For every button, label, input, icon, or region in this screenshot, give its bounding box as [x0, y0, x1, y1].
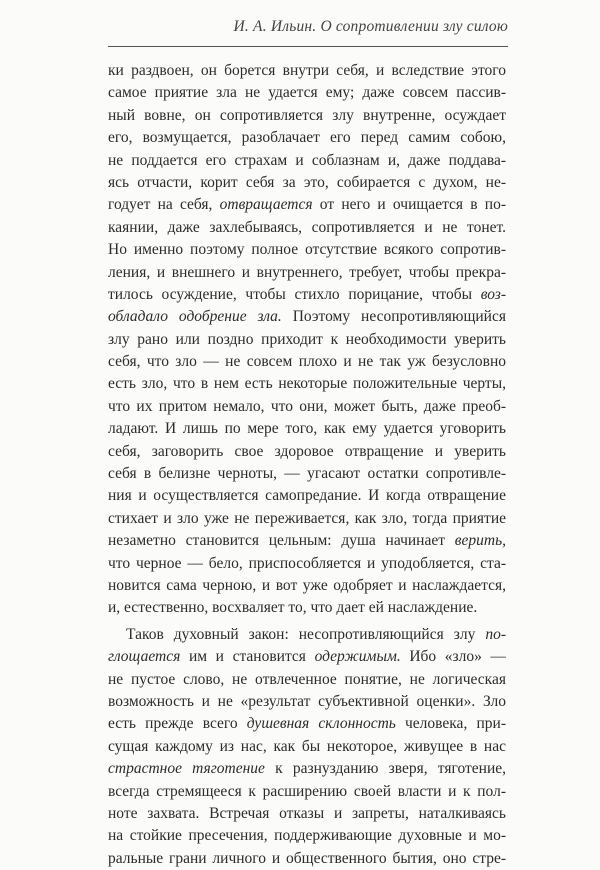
text-run: от него и очищается в по- — [312, 196, 506, 214]
text-line — [108, 441, 506, 463]
text-line — [108, 194, 506, 216]
text-run: годует на себя, — [108, 196, 220, 214]
text-line — [108, 597, 506, 619]
text-line — [108, 82, 506, 104]
text-run: каянии, даже захлебываясь, сопротивляется и не тонет. — [108, 218, 506, 236]
text-run: самое приятие зла не удается ему; даже совсем пассив- — [108, 84, 506, 102]
text-line — [108, 691, 506, 713]
text-run: ясь отчасти, корит себя за это, собирается с духом, не- — [108, 173, 506, 191]
text-run: человека, при- — [395, 715, 506, 733]
text-line — [108, 825, 506, 847]
text-line — [108, 396, 506, 418]
text-run: ладают. И лишь по мере того, как ему удается уговорить — [108, 420, 506, 438]
italic-phrase: отвращается — [219, 196, 313, 214]
text-line — [108, 329, 506, 351]
text-line — [108, 418, 506, 440]
text-line — [108, 781, 506, 803]
text-line — [108, 105, 506, 127]
text-line — [108, 239, 506, 261]
text-line — [108, 306, 506, 328]
text-line — [108, 624, 506, 646]
text-run: сущая каждому из нас, как бы некоторое, живущее в нас — [108, 737, 506, 755]
text-run: есть зло, что в нем есть некоторые положительные черты, — [108, 375, 506, 393]
text-run: ния и осуществляется самопредание. И когда отвращение — [108, 487, 506, 505]
paragraph-1 — [108, 60, 506, 620]
italic-phrase: обладало одобрение зла. — [108, 308, 282, 326]
text-line — [108, 508, 506, 530]
body-text — [108, 60, 506, 870]
text-run: его, возмущается, разоблачает его перед самим собою, — [108, 129, 506, 147]
text-run: ноте захвата. Встречая отказы и запреты, наталкиваясь — [108, 804, 506, 822]
text-run: Ибо «зло» — — [400, 648, 506, 666]
text-line — [108, 172, 506, 194]
text-run: к разнузданию зверя, тяготение, — [264, 760, 506, 778]
text-line — [108, 463, 506, 485]
text-line — [108, 60, 506, 82]
text-run: незаметно становится цельным: душа начинает — [108, 532, 455, 550]
text-line — [108, 351, 506, 373]
text-run: Но именно поэтому полное отсутствие всякого сопротив- — [108, 241, 506, 259]
text-line — [108, 485, 506, 507]
running-header: И. А. Ильин. О сопротивлении злу силою — [233, 18, 508, 35]
italic-phrase: страстное тяготение — [108, 760, 265, 778]
text-line — [108, 803, 506, 825]
text-run: злу рано или поздно приходит к необходимости уверить — [108, 330, 506, 348]
text-run: ления, и внешнего и внутреннего, требует, чтобы прекра- — [108, 263, 506, 281]
text-run: и, естественно, восхваляет то, что дает ей наслаждение. — [108, 599, 478, 617]
text-run: себя в белизне черноты, — угасают остатки сопротивле- — [108, 465, 506, 483]
text-run: ральные грани личного и общественного бытия, оно стре- — [108, 849, 506, 867]
text-run: всегда стремящееся к расширению своей власти и к пол- — [108, 782, 506, 800]
text-run: новится сама черною, и вот уже одобряет и наслаждается, — [108, 576, 506, 594]
text-line — [108, 553, 506, 575]
text-line — [108, 530, 506, 552]
text-run: стихает и зло уже не переживается, как зло, тогда приятие — [108, 509, 506, 527]
text-run: что их притом немало, что они, может быть, даже преоб- — [108, 397, 506, 415]
text-line — [108, 646, 506, 668]
text-line — [108, 713, 506, 735]
text-line — [108, 284, 506, 306]
text-run: себя, заговорить свое здоровое отвращение и уверить — [108, 442, 506, 460]
text-line — [108, 736, 506, 758]
text-line — [108, 575, 506, 597]
italic-phrase: верить, — [454, 532, 506, 550]
text-run: есть прежде всего — [108, 715, 247, 733]
text-run: ный вовне, он сопротивляется злу внутренне, осуждает — [108, 106, 506, 124]
italic-phrase: воз- — [480, 285, 506, 303]
text-run: что черное — бело, приспособляется и уподобляется, ста- — [108, 554, 506, 572]
italic-phrase: глощается — [108, 648, 181, 666]
text-line — [108, 127, 506, 149]
paragraph-2 — [108, 624, 506, 870]
text-run: тилось осуждение, чтобы стихло порицание, чтобы — [108, 285, 481, 303]
text-run: себя, что зло — не совсем плохо и не так уж безусловно — [108, 353, 506, 371]
text-line — [108, 150, 506, 172]
italic-phrase: душевная склонность — [246, 715, 396, 733]
text-run: не поддается его страхам и соблазнам и, даже поддава- — [108, 151, 506, 169]
text-run: Поэтому несопротивляющийся — [281, 308, 506, 326]
text-run: Таков духовный закон: несопротивляющийся злу — [126, 625, 486, 643]
text-line — [108, 217, 506, 239]
text-run: на стойкие пресечения, поддерживающие духовные и мо- — [108, 827, 506, 845]
text-run: ки раздвоен, он борется внутри себя, и вследствие этого — [108, 62, 506, 79]
italic-phrase: по- — [485, 625, 506, 643]
text-line — [108, 373, 506, 395]
header-rule — [108, 46, 508, 47]
text-run: им и становится — [180, 648, 315, 666]
text-line — [108, 848, 506, 870]
text-line — [108, 262, 506, 284]
text-line — [108, 669, 506, 691]
italic-phrase: одержимым. — [314, 648, 401, 666]
text-run: не пустое слово, не отвлеченное понятие, не логическая — [108, 670, 506, 688]
text-line — [108, 758, 506, 780]
text-run: возможность и не «результат субъективной оценки». Зло — [108, 692, 506, 710]
